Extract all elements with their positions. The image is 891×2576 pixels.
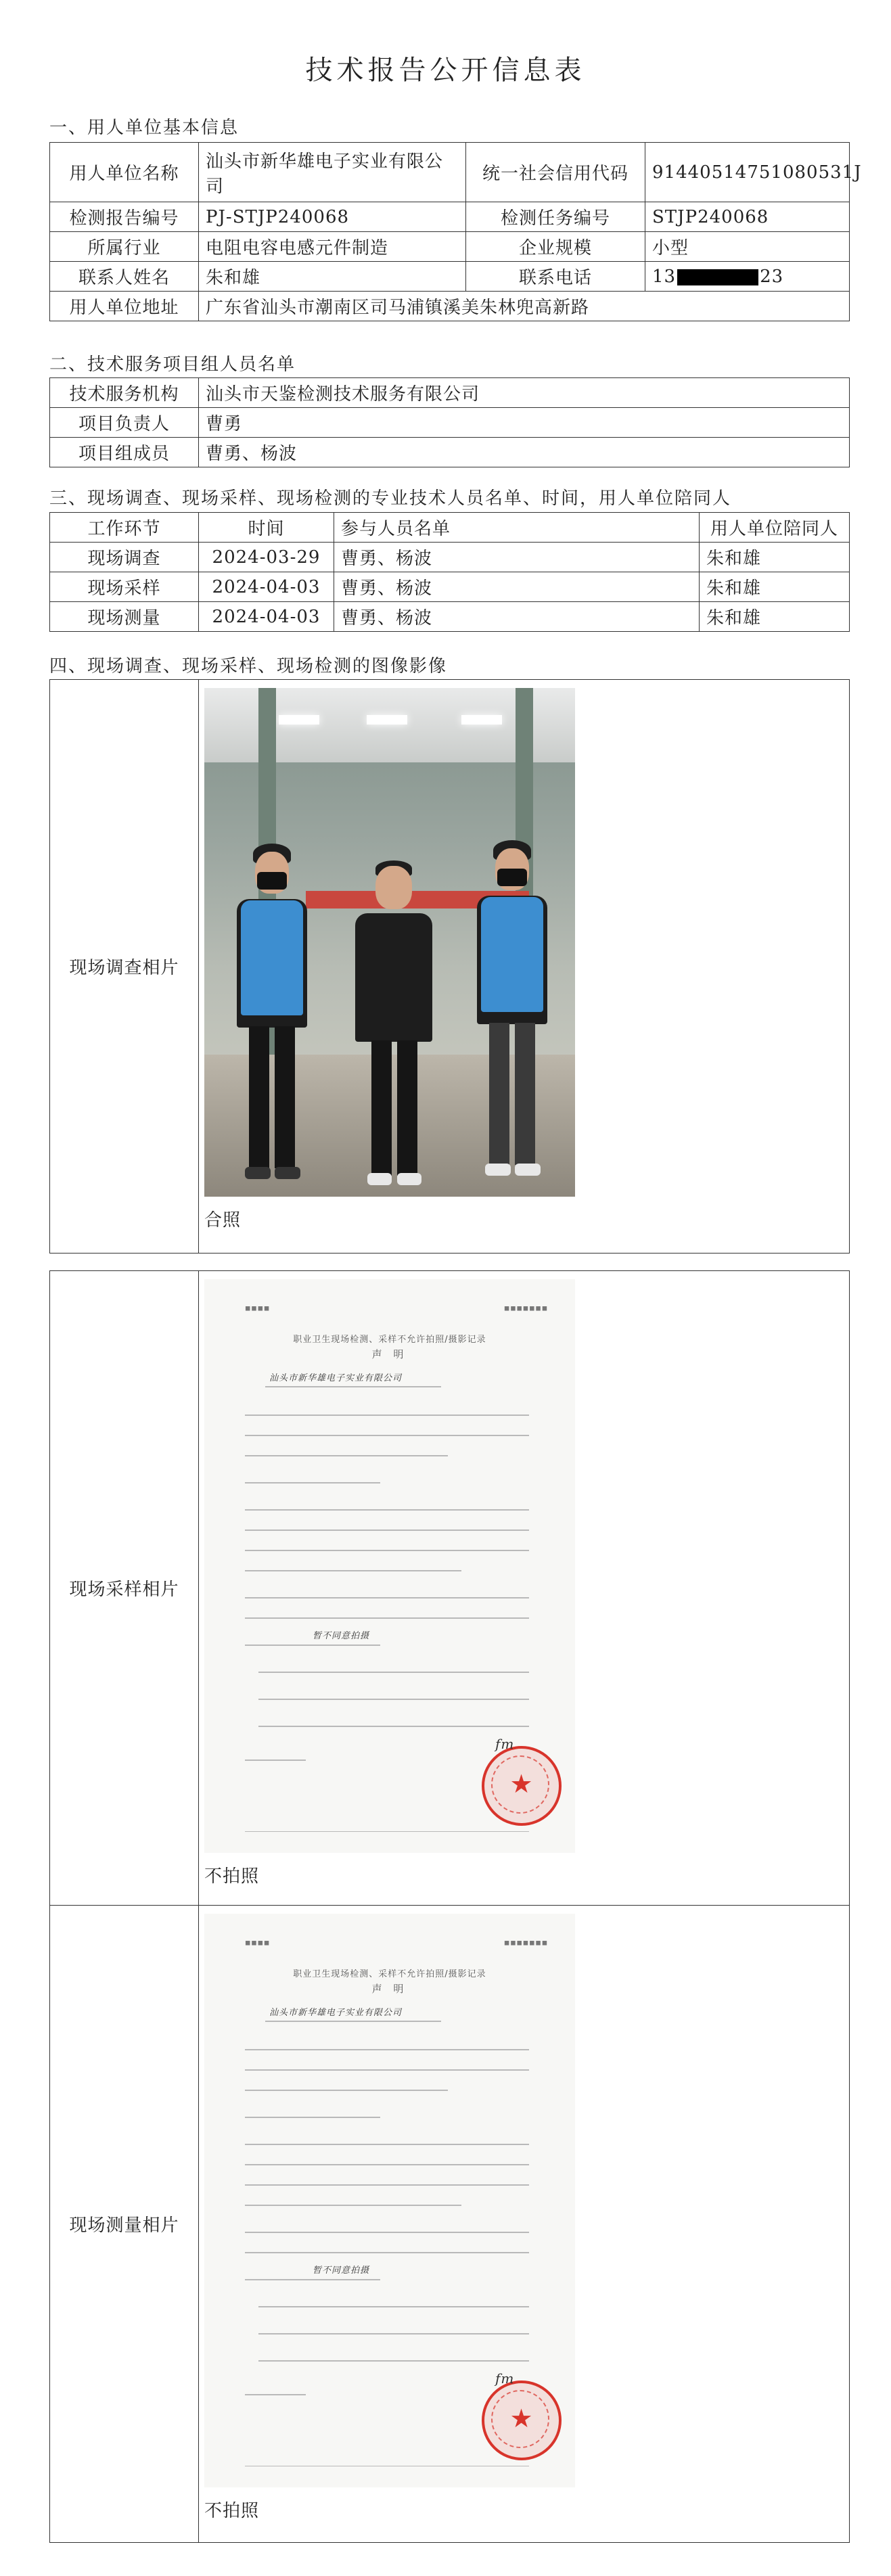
survey-photo-cell: [199, 680, 850, 1254]
table-row: [50, 378, 850, 408]
section-basic-info-heading: 一、用人单位基本信息: [49, 118, 239, 138]
table-row: [50, 438, 850, 467]
section-onsite-heading: 三、现场调查、现场采样、现场检测的专业技术人员名单、时间，用人单位陪同人: [49, 488, 732, 509]
leg: [371, 1040, 392, 1176]
scan-line: [245, 1760, 306, 1761]
leg: [515, 1023, 535, 1165]
company-seal-icon: ★: [482, 1746, 562, 1826]
sampling-measure-table: [49, 1270, 850, 2543]
stage-cell: 现场调查: [50, 543, 199, 572]
scan-line: [265, 1386, 441, 1387]
shoe: [485, 1164, 511, 1176]
report-no-value: PJ-STJP240068: [199, 202, 466, 232]
scan-handwritten-company: 汕头市新华雄电子实业有限公司: [269, 1373, 403, 1383]
scan-line: [245, 1435, 529, 1436]
shoe: [275, 1167, 300, 1179]
survey-photo-label: 现场调查相片: [50, 680, 199, 1254]
date-cell: 2024-04-03: [199, 602, 334, 632]
scan-handwritten-refusal: 暂不同意拍摄: [313, 1631, 370, 1641]
scan-line: [245, 1597, 529, 1598]
section-images-heading: 四、现场调查、现场采样、现场检测的图像影像: [49, 656, 448, 676]
torso: [355, 913, 432, 1042]
phone-prefix: 13: [652, 266, 677, 287]
table-row: [50, 602, 850, 632]
photo-lamp: [461, 715, 502, 724]
scan-line: [245, 2144, 529, 2145]
header-date: 时间: [199, 513, 334, 543]
scan-line: [245, 2049, 529, 2050]
scan-line: [245, 2184, 529, 2186]
date-cell: 2024-03-29: [199, 543, 334, 572]
scan-doc-title: 职业卫生现场检测、采样不允许拍照/摄影记录: [293, 1335, 486, 1345]
scan-line: [245, 1455, 448, 1456]
blue-vest: [241, 900, 303, 1015]
scale-value: 小型: [645, 232, 850, 262]
scan-line: [245, 2394, 306, 2395]
scan-doc-title: 职业卫生现场检测、采样不允许拍照/摄影记录: [293, 1969, 486, 1979]
scan-line: [245, 2069, 529, 2071]
org-value: 汕头市天鉴检测技术服务有限公司: [199, 378, 850, 408]
address-value: 广东省汕头市潮南区司马浦镇溪美朱林兜高新路: [199, 292, 850, 321]
survey-photo-caption: 合照: [204, 1210, 242, 1230]
staff-cell: 曹勇、杨波: [334, 572, 700, 602]
report-no-label: 检测报告编号: [50, 202, 199, 232]
scan-line: [245, 1530, 529, 1531]
team-table: [49, 377, 850, 467]
face-mask: [497, 869, 527, 886]
scale-label: 企业规模: [466, 232, 645, 262]
scan-line: [245, 2232, 529, 2233]
basic-info-table: [49, 142, 862, 321]
section-team-heading: 二、技术服务项目组人员名单: [49, 354, 296, 375]
scan-line: [258, 1699, 529, 1700]
measure-photo-cell: [199, 1906, 850, 2543]
no-photo-statement-scan: [204, 1279, 575, 1853]
org-label: 技术服务机构: [50, 378, 199, 408]
industry-label: 所属行业: [50, 232, 199, 262]
signature: fm: [495, 2370, 515, 2387]
shoe: [367, 1173, 392, 1185]
scan-line: [245, 2279, 380, 2280]
scan-line: [245, 2090, 448, 2091]
table-row: [50, 143, 850, 202]
leader-label: 项目负责人: [50, 408, 199, 438]
scan-doc-subtitle: 声 明: [371, 1983, 408, 1995]
scan-line: [245, 1414, 529, 1416]
scan-line: [258, 2333, 529, 2334]
page-title: 技术报告公开信息表: [305, 55, 586, 86]
sampling-photo-cell: [199, 1271, 850, 1906]
header-staff: 参与人员名单: [334, 513, 700, 543]
phone-suffix: 23: [760, 266, 784, 287]
stage-cell: 现场测量: [50, 602, 199, 632]
signature: fm: [495, 1736, 515, 1752]
staff-cell: 曹勇、杨波: [334, 543, 700, 572]
members-label: 项目组成员: [50, 438, 199, 467]
header-escort: 用人单位陪同人: [700, 513, 850, 543]
scan-doc-subtitle: 声 明: [371, 1348, 408, 1360]
table-row: [50, 572, 850, 602]
sampling-photo-caption: 不拍照: [204, 1866, 260, 1887]
table-header-row: [50, 513, 850, 543]
table-row: [50, 202, 850, 232]
leg: [275, 1026, 295, 1168]
head: [375, 866, 412, 909]
photo-lamp: [367, 715, 407, 724]
measure-photo-label: 现场测量相片: [50, 1906, 199, 2543]
table-row: [50, 292, 850, 321]
scan-line: [265, 2021, 441, 2022]
table-row: [50, 232, 850, 262]
scan-header-left: ◼◼◼◼: [245, 1305, 271, 1312]
leg: [489, 1023, 509, 1165]
company-value: 汕头市新华雄电子实业有限公司: [199, 143, 466, 202]
contact-label: 联系人姓名: [50, 262, 199, 292]
survey-photo-table: [49, 679, 850, 1254]
scan-line: [245, 2252, 529, 2253]
scan-handwritten-company: 汕头市新华雄电子实业有限公司: [269, 2008, 403, 2018]
scan-line: [245, 1509, 529, 1511]
phone-value: [645, 262, 850, 292]
scan-line: [258, 2360, 529, 2362]
no-photo-statement-scan: [204, 1914, 575, 2487]
scan-line: [245, 2205, 461, 2206]
table-row: [50, 543, 850, 572]
table-row: [50, 408, 850, 438]
table-row: [50, 262, 850, 292]
scan-line: [245, 1617, 529, 1619]
leg: [249, 1026, 269, 1168]
scan-line: [245, 1550, 529, 1551]
header-stage: 工作环节: [50, 513, 199, 543]
shoe: [515, 1164, 541, 1176]
scan-line: [258, 1672, 529, 1673]
leg: [397, 1040, 417, 1176]
scan-header-left: ◼◼◼◼: [245, 1939, 271, 1947]
person-middle: [343, 860, 444, 1192]
scan-line: [245, 2164, 529, 2165]
scan-line: [245, 1570, 461, 1571]
date-cell: 2024-04-03: [199, 572, 334, 602]
credit-code-label: 统一社会信用代码: [466, 143, 645, 202]
table-row: [50, 1906, 850, 2543]
blue-vest: [481, 897, 543, 1012]
phone-label: 联系电话: [466, 262, 645, 292]
credit-code-value: 91440514751080531J: [645, 143, 850, 202]
escort-cell: 朱和雄: [700, 572, 850, 602]
sampling-photo-label: 现场采样相片: [50, 1271, 199, 1906]
scan-line: [258, 1726, 529, 1727]
company-seal-icon: ★: [482, 2380, 562, 2460]
face-mask: [257, 872, 287, 890]
address-label: 用人单位地址: [50, 292, 199, 321]
person-left: [225, 844, 319, 1189]
members-value: 曹勇、杨波: [199, 438, 850, 467]
measure-photo-caption: 不拍照: [204, 2501, 260, 2521]
task-no-value: STJP240068: [645, 202, 850, 232]
task-no-label: 检测任务编号: [466, 202, 645, 232]
table-row: [50, 680, 850, 1254]
redaction-bar: [677, 269, 758, 285]
scan-header-right: ◼◼◼◼◼◼◼: [503, 1939, 548, 1947]
person-right: [465, 840, 559, 1185]
escort-cell: 朱和雄: [700, 543, 850, 572]
stage-cell: 现场采样: [50, 572, 199, 602]
scan-line: [245, 1644, 380, 1646]
shoe: [397, 1173, 421, 1185]
industry-value: 电阻电容电感元件制造: [199, 232, 466, 262]
company-label: 用人单位名称: [50, 143, 199, 202]
shoe: [245, 1167, 271, 1179]
contact-value: 朱和雄: [199, 262, 466, 292]
escort-cell: 朱和雄: [700, 602, 850, 632]
scan-line: [258, 2306, 529, 2307]
scan-line: [245, 2117, 380, 2118]
scan-line: [245, 1482, 380, 1484]
scan-footer-line: [245, 1831, 529, 1832]
table-row: [50, 1271, 850, 1906]
staff-cell: 曹勇、杨波: [334, 602, 700, 632]
scan-header-right: ◼◼◼◼◼◼◼: [503, 1305, 548, 1312]
photo-lamp: [279, 715, 319, 724]
onsite-table: [49, 512, 850, 632]
group-photo: [204, 688, 575, 1197]
leader-value: 曹勇: [199, 408, 850, 438]
scan-handwritten-refusal: 暂不同意拍摄: [313, 2266, 370, 2276]
